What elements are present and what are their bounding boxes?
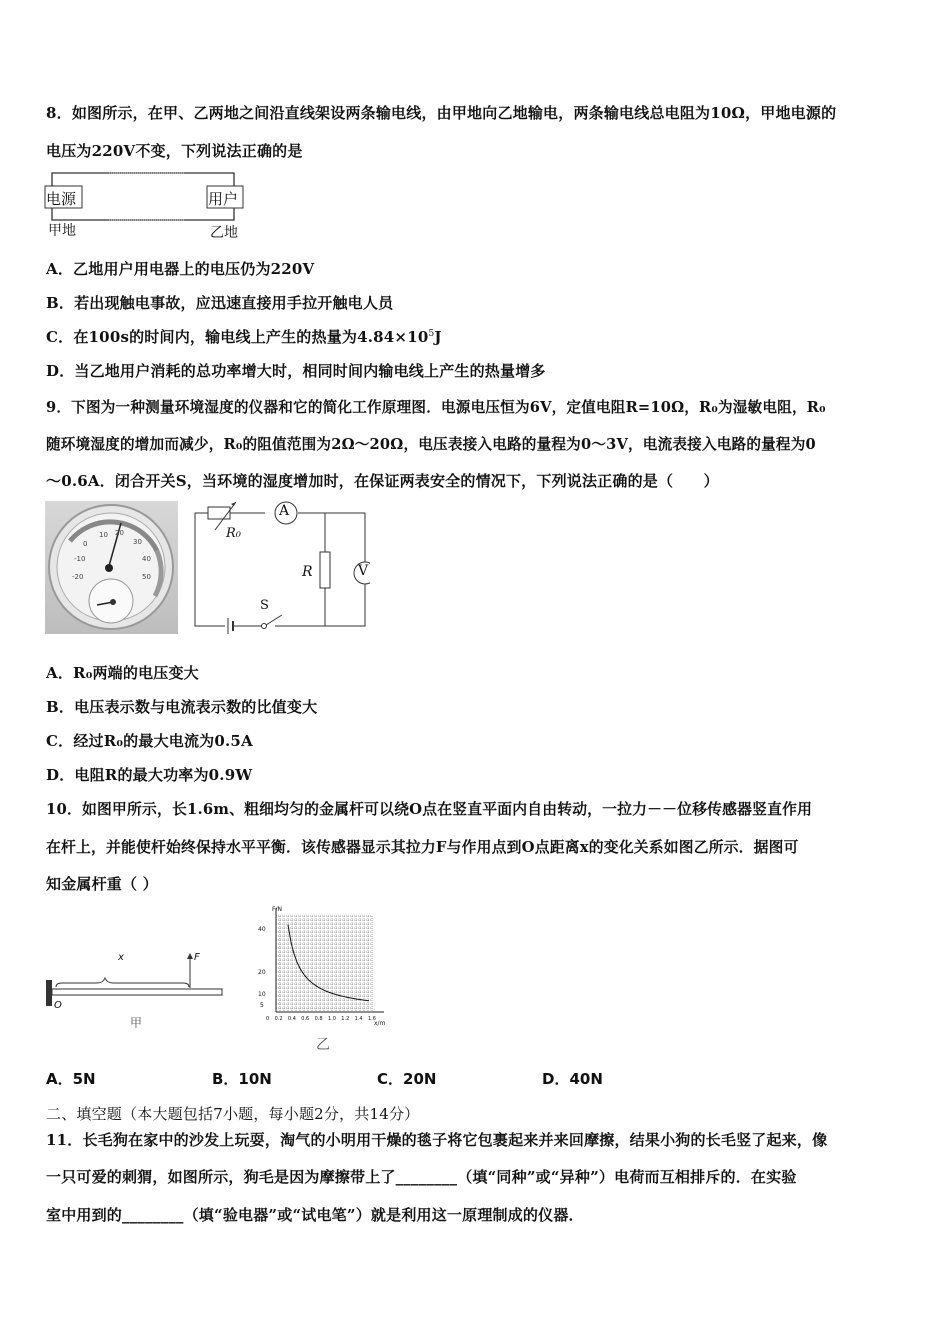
q9-text-line2: 随环境湿度的增加而减少，R₀的阻值范围为2Ω～20Ω，电压表接入电路的量程为0～3V，电流表接入电路的量程为0 [46,436,816,453]
q8-circuit-figure [44,168,244,243]
q9-option-c: C．经过R₀的最大电流为0.5A [46,732,253,750]
q9-option-d: D．电阻R的最大功率为0.9W [46,766,253,784]
dial-tick-minus20: -20 [72,573,84,581]
dial-tick-30: 30 [133,538,142,546]
r-label: R [302,564,313,580]
q10-text-line2: 在杆上，并能使杆始终保持水平平衡．该传感器显示其拉力F与作用点到O点距离x的变化关系如图乙所示．据图可 [46,839,799,856]
x-tick: 0.6 [301,1016,310,1022]
y-tick-20: 20 [258,969,266,976]
q10-text-line1: 10．如图甲所示，长1.6m、粗细均匀的金属杆可以绕O点在竖直平面内自由转动，一拉力－－位移传感器竖直作用 [46,801,813,818]
force-label: F [194,952,200,963]
power-source-label: 电源 [46,190,77,208]
q10-force-graph [258,908,388,1058]
q10-option-d: D．40N [542,1070,603,1088]
hygrometer-photo [45,501,178,634]
q10-option-b: B．10N [212,1070,272,1088]
voltmeter-label: V [358,563,369,579]
dial-tick-50: 50 [142,573,151,581]
dial-tick-10: 10 [99,531,108,539]
y-axis-label: F/N [272,906,282,913]
q10-option-c: C．20N [377,1070,437,1088]
section-2-heading: 二、填空题（本大题包括7小题，每小题2分，共14分） [46,1105,420,1123]
q8-option-d: D．当乙地用户消耗的总功率增大时，相同时间内输电线上产生的热量增多 [46,362,546,380]
q8-text-line1: 8．如图所示，在甲、乙两地之间沿直线架设两条输电线，由甲地向乙地输电，两条输电线总电阻为10Ω，甲地电源的 [46,104,837,122]
x-tick: 1.0 [327,1016,336,1022]
q8-text-line2: 电压为220V不变，下列说法正确的是 [46,142,303,160]
pivot-o-label: O [54,1000,62,1011]
user-label: 用户 [208,190,239,208]
q8-option-a: A．乙地用户用电器上的电压仍为220V [46,260,315,278]
x-tick: 1.2 [341,1016,350,1022]
switch-label: S [260,598,269,613]
x-tick: 1.6 [367,1016,376,1022]
fig-b-caption: 乙 [316,1037,330,1053]
fig-a-caption: 甲 [130,1016,143,1030]
x-tick: 0 [266,1016,270,1022]
x-axis-label: x/m [374,1020,386,1027]
q9-text-line3: ～0.6A．闭合开关S，当环境的湿度增加时，在保证两表安全的情况下，下列说法正确的是（ ） [46,472,719,490]
place-b-label: 乙地 [210,225,238,241]
dial-tick-40: 40 [142,555,151,563]
q10-lever-figure [44,950,234,1030]
q8-option-c: C．在100s的时间内，输电线上产生的热量为$4.84\times 10^5J$ [46,328,442,346]
dial-tick-minus10: -10 [74,555,86,563]
q9-text-line1: 9．下图为一种测量环境湿度的仪器和它的简化工作原理图．电源电压恒为6V，定值电阻R=10Ω，R₀为湿敏电阻，R₀ [46,399,826,416]
x-tick: 1.4 [354,1016,363,1022]
q9-option-b: B．电压表示数与电流表示数的比值变大 [46,698,318,716]
x-tick: 0.4 [287,1016,296,1022]
dial-tick-20: 20 [115,529,124,537]
x-tick: 0.2 [274,1016,283,1022]
q9-circuit-figure [190,500,370,640]
q8-option-b: B．若出现触电事故，应迅速直接用手拉开触电人员 [46,294,394,312]
q10-option-a: A．5N [46,1070,96,1088]
x-tick: 0.8 [314,1016,323,1022]
y-tick-10: 10 [258,991,266,998]
place-a-label: 甲地 [48,223,76,239]
x-label: x [118,952,124,963]
q11-text-line1: 11．长毛狗在家中的沙发上玩耍，淘气的小明用干燥的毯子将它包裹起来并来回摩擦，结果小狗的长毛竖了起来，像 [46,1131,828,1149]
ammeter-label: A [279,503,290,519]
y-tick-5: 5 [260,1002,264,1009]
q10-text-line3: 知金属杆重（ ） [46,875,158,893]
r0-label: R₀ [226,526,241,541]
q9-option-a: A．R₀两端的电压变大 [46,664,199,682]
force-distance-grid [258,908,388,1028]
q11-text-line2: 一只可爱的刺猬，如图所示，狗毛是因为摩擦带上了________（填“同种”或“异种”）电荷而互相排斥的．在实验 [46,1168,797,1186]
dial-tick-0: 0 [83,540,88,548]
y-tick-40: 40 [258,926,266,933]
q11-text-line3: 室中用到的________（填“验电器”或“试电笔”）就是利用这一原理制成的仪器． [46,1206,584,1224]
